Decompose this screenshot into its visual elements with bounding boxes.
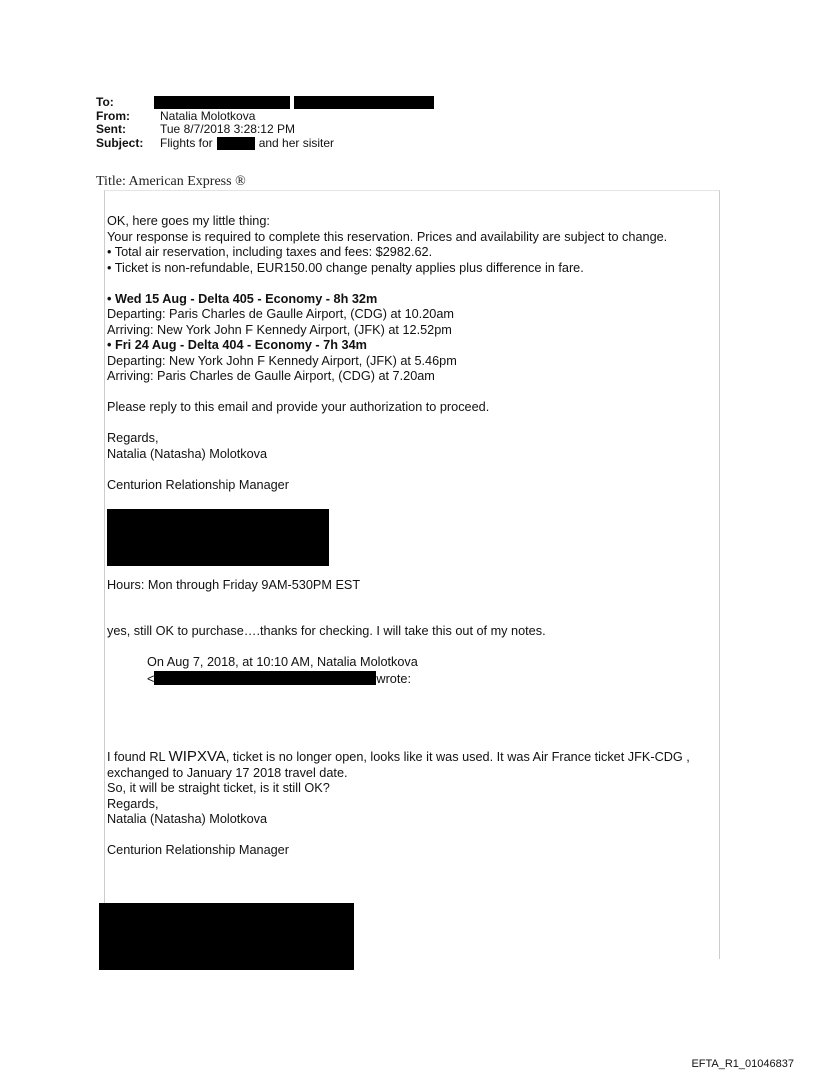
regards-2: Regards,: [107, 796, 159, 811]
flight1-title: • Wed 15 Aug - Delta 405 - Economy - 8h 32m: [107, 291, 378, 306]
redaction-bottom-block: [99, 903, 354, 970]
flight2-arrive: Arriving: Paris Charles de Gaulle Airport, (CDG) at 7.20am: [107, 369, 435, 383]
sent-label: Sent:: [96, 122, 126, 136]
document-id: EFTA_R1_01046837: [691, 1058, 794, 1070]
bullet-total: • Total air reservation, including taxes and fees: $2982.62.: [107, 245, 433, 259]
redaction-subject: [217, 137, 255, 150]
quote-open: <: [147, 671, 155, 686]
subject-row: [96, 137, 334, 151]
signature-title: Centurion Relationship Manager: [107, 477, 289, 492]
to-label: To:: [96, 95, 114, 109]
redaction-email-address: [154, 671, 376, 685]
quote-line: On Aug 7, 2018, at 10:10 AM, Natalia Molotkova: [147, 655, 418, 669]
flight2-depart: Departing: New York John F Kennedy Airport, (JFK) at 5.46pm: [107, 353, 457, 368]
reply-text: yes, still OK to purchase….thanks for checking. I will take this out of my notes.: [107, 624, 546, 638]
signature-name: Natalia (Natasha) Molotkova: [107, 446, 268, 461]
from-label: From:: [96, 108, 130, 123]
subject-prefix: Flights for: [160, 135, 213, 150]
found-text: [107, 749, 715, 781]
hours-text: Hours: Mon through Friday 9AM-530PM EST: [107, 577, 361, 592]
email-body: [107, 214, 715, 859]
flight2-title: • Fri 24 Aug - Delta 404 - Economy - 7h 34m: [107, 338, 367, 352]
sent-value: Tue 8/7/2018 3:28:12 PM: [160, 122, 295, 136]
redaction-to-2: [294, 96, 434, 109]
flight1-depart: Departing: Paris Charles de Gaulle Airport, (CDG) at 10.20am: [107, 307, 454, 321]
page-title: Title: American Express ®: [96, 174, 246, 189]
redaction-to-1: [154, 96, 290, 109]
subject-label: Subject:: [96, 135, 144, 150]
signature-title-2: Centurion Relationship Manager: [107, 843, 289, 857]
redaction-signature-block: [107, 509, 329, 566]
quote-address-line: [107, 671, 715, 688]
intro-text: OK, here goes my little thing:: [107, 214, 270, 228]
bullet-ticket: • Ticket is non-refundable, EUR150.00 change penalty applies plus difference in fare.: [107, 260, 584, 275]
regards: Regards,: [107, 431, 159, 445]
found-suffix: , ticket is no longer open, looks like it was used. It was Air France ticket JFK-CDG , exchanged to January 17 2018 travel date.: [107, 750, 690, 780]
subject-suffix: and her sisiter: [258, 135, 335, 150]
signature-name-2: Natalia (Natasha) Molotkova: [107, 812, 268, 826]
email-header: [96, 96, 334, 150]
from-value: Natalia Molotkova: [160, 108, 256, 123]
quote-wrote: wrote:: [376, 671, 411, 686]
found-prefix: I found RL: [107, 750, 169, 764]
notice-text: Your response is required to complete this reservation. Prices and availability are subject to change.: [107, 229, 668, 244]
from-row: [96, 110, 334, 124]
straight-ticket-text: So, it will be straight ticket, is it still OK?: [107, 781, 330, 795]
flight1-arrive: Arriving: New York John F Kennedy Airport, (JFK) at 12.52pm: [107, 322, 452, 337]
sent-row: [96, 123, 334, 137]
record-locator: WIPXVA: [168, 748, 226, 765]
to-row: [96, 96, 334, 110]
reply-request: Please reply to this email and provide your authorization to proceed.: [107, 400, 490, 414]
